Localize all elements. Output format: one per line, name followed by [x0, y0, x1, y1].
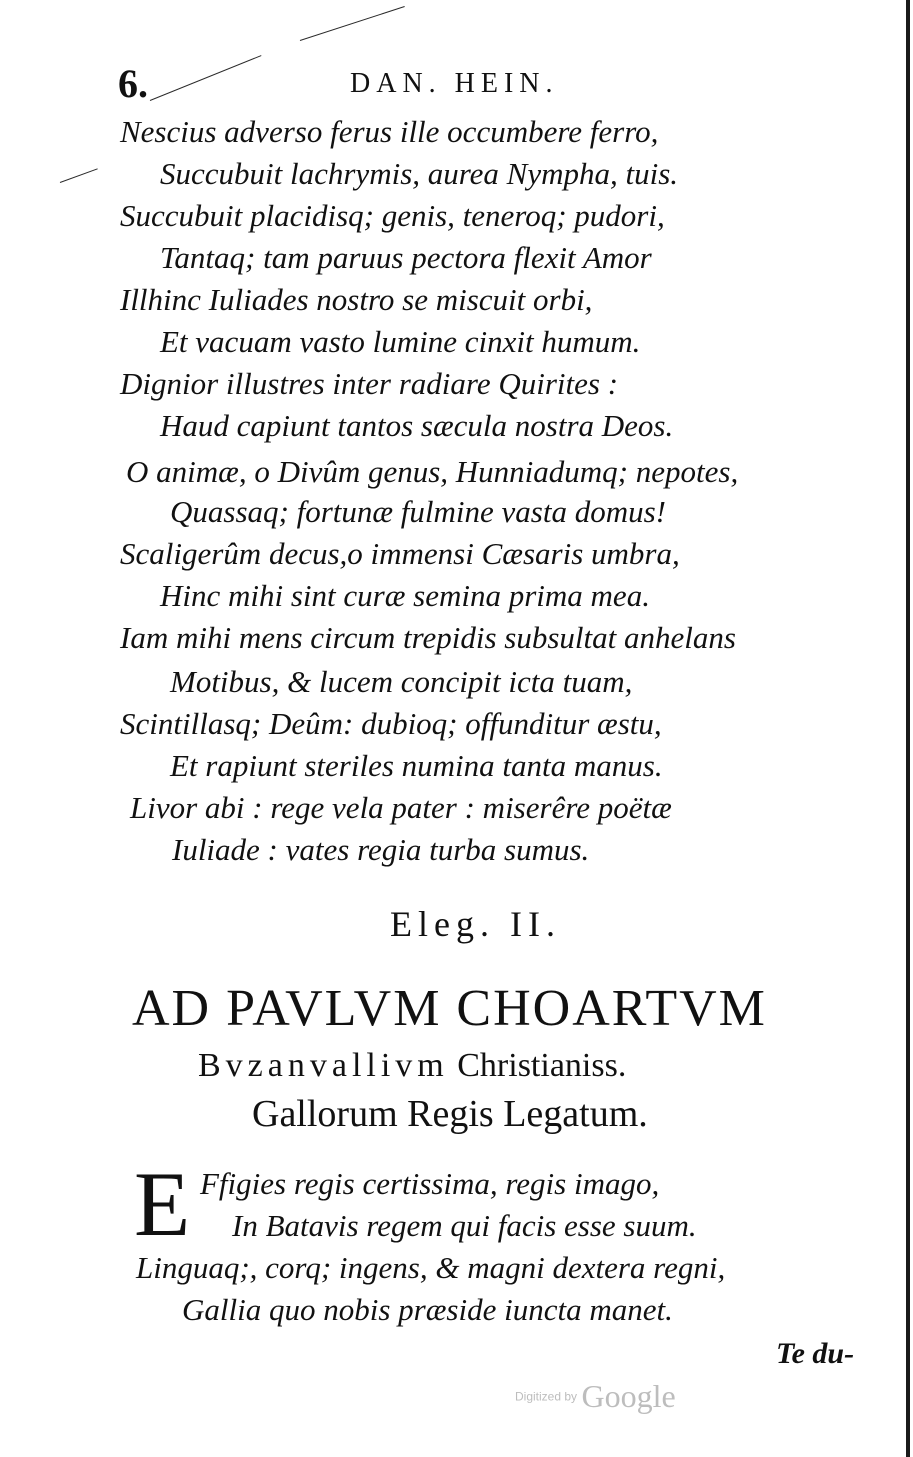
- dedication-subheading: [198, 1044, 626, 1088]
- google-logo: Google: [581, 1378, 676, 1414]
- verse-line: Et rapiunt steriles numina tanta manus.: [170, 748, 663, 783]
- verse-line: Quassaq; fortunæ fulmine vasta domus!: [170, 494, 666, 529]
- page-number: 6.: [118, 61, 148, 106]
- drop-cap: E: [134, 1153, 191, 1255]
- dedication-role: Gallorum Regis Legatum.: [252, 1093, 648, 1135]
- verse-line: Nescius adverso ferus ille occumbere ferro,: [120, 114, 659, 149]
- catchword: Te du-: [776, 1337, 855, 1370]
- verse-line: Ffigies regis certissima, regis imago,: [200, 1166, 660, 1201]
- dedicatee-name: Bvzanvallivm: [198, 1047, 449, 1084]
- verse-line: Motibus, & lucem concipit icta tuam,: [170, 664, 633, 699]
- dedication-heading: AD PAVLVM CHOARTVM: [132, 980, 767, 1037]
- running-head: DAN. HEIN.: [350, 68, 559, 99]
- page-edge-rule: [906, 0, 910, 1457]
- verse-line: Illhinc Iuliades nostro se miscuit orbi,: [120, 282, 593, 317]
- verse-line: Haud capiunt tantos sæcula nostra Deos.: [160, 408, 674, 443]
- page-header: [118, 62, 758, 106]
- verse-line: Iam mihi mens circum trepidis subsultat anhelans: [120, 620, 736, 655]
- digitization-watermark: [515, 1378, 676, 1415]
- verse-line: Succubuit placidisq; genis, teneroq; pudori,: [120, 198, 665, 233]
- dedicatee-title: Christianiss.: [457, 1047, 627, 1084]
- verse-line: O animæ, o Divûm genus, Hunniadumq; nepotes,: [126, 454, 739, 489]
- verse-line: Iuliade : vates regia turba sumus.: [172, 832, 590, 867]
- verse-line: Gallia quo nobis præside iuncta manet.: [182, 1292, 673, 1327]
- verse-line: In Batavis regem qui facis esse suum.: [232, 1208, 697, 1243]
- verse-line: Linguaq;, corq; ingens, & magni dextera regni,: [136, 1250, 726, 1285]
- verse-line: Succubuit lachrymis, aurea Nympha, tuis.: [160, 156, 679, 191]
- verse-line: Tantaq; tam paruus pectora flexit Amor: [160, 240, 652, 275]
- elegy-title: Eleg. II.: [390, 904, 561, 944]
- verse-line: Scintillasq; Deûm: dubioq; offunditur æstu,: [120, 706, 662, 741]
- scan-artifact-line: [60, 168, 98, 183]
- scan-artifact-line: [300, 6, 405, 41]
- watermark-prefix: Digitized by: [515, 1389, 578, 1404]
- verse-line: Et vacuam vasto lumine cinxit humum.: [160, 324, 641, 359]
- verse-line: Dignior illustres inter radiare Quirites :: [120, 366, 619, 401]
- verse-line: Hinc mihi sint curæ semina prima mea.: [160, 578, 650, 613]
- verse-line: Livor abi : rege vela pater : miserêre poëtæ: [130, 790, 672, 825]
- verse-line: Scaligerûm decus,o immensi Cæsaris umbra,: [120, 536, 680, 571]
